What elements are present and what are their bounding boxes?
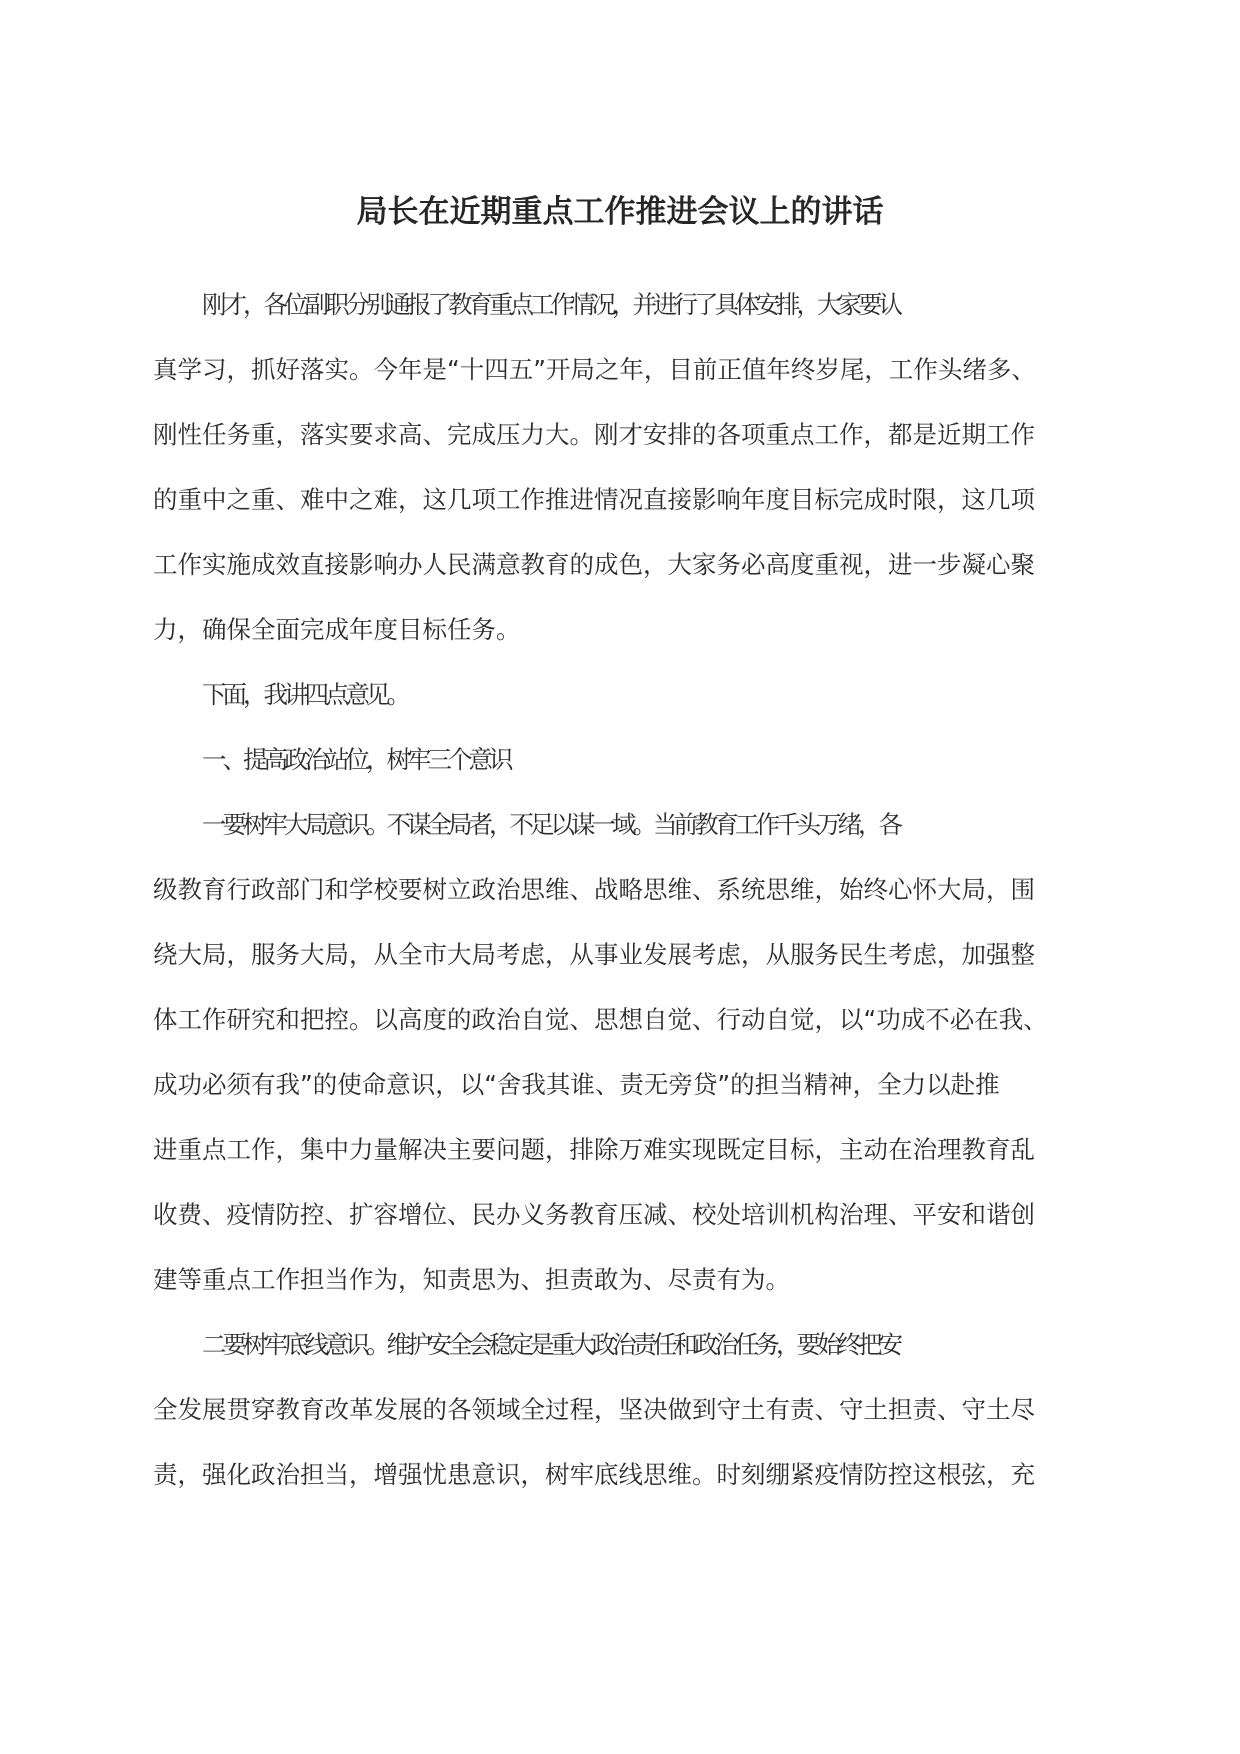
paragraph-bottom-line-awareness [153,1312,1073,1507]
text-line: 进重点工作，集中力量解决主要问题，排除万难实现既定目标，主动在治理教育乱 [153,1135,1035,1164]
text-line: 责，强化政治担当，增强忧患意识，树牢底线思维。时刻绷紧疫情防控这根弦，充 [153,1460,1035,1489]
text-line: 下面，我讲四点意见。 [202,680,407,709]
text-line: 的重中之重、难中之难，这几项工作推进情况直接影响年度目标完成时限，这几项 [153,485,1035,514]
text-line: 真学习，抓好落实。今年是“十四五”开局之年，目前正值年终岁尾，工作头绪多、 [153,355,1036,384]
text-line: 体工作研究和把控。以高度的政治自觉、思想自觉、行动自觉，以“功成不必在我、 [153,1005,1048,1034]
paragraph-big-picture-awareness [153,792,1073,1312]
text-line: 全发展贯穿教育改革发展的各领域全过程，坚决做到守土有责、守土担责、守土尽 [153,1395,1035,1424]
document-body [153,272,1073,1507]
text-line: 级教育行政部门和学校要树立政治思维、战略思维、系统思维，始终心怀大局，围 [153,875,1035,904]
paragraph-transition [153,662,1073,727]
text-line: 建等重点工作担当作为，知责思为、担责敢为、尽责有为。 [153,1265,790,1294]
text-line: 一、提高政治站位，树牢三个意识 [202,745,510,774]
text-line: 绕大局，服务大局，从全市大局考虑，从事业发展考虑，从服务民生考虑，加强整 [153,940,1035,969]
section-heading-one [153,727,1073,792]
text-line: 工作实施成效直接影响办人民满意教育的成色，大家务必高度重视，进一步凝心聚 [153,550,1035,579]
text-line: 力，确保全面完成年度目标任务。 [153,615,521,644]
text-line: 一要树牢大局意识。不谋全局者，不足以谋一域。当前教育工作千头万绪，各 [202,810,899,839]
text-line: 成功必须有我”的使命意识，以“舍我其谁、责无旁贷”的担当精神，全力以赴推 [153,1070,1000,1099]
paragraph-opening [153,272,1073,662]
text-line: 刚性任务重，落实要求高、完成压力大。刚才安排的各项重点工作，都是近期工作 [153,420,1035,449]
document-title: 局长在近期重点工作推进会议上的讲话 [356,194,884,230]
text-line: 收费、疫情防控、扩容增位、民办义务教育压减、校处培训机构治理、平安和谐创 [153,1200,1035,1229]
text-line: 二要树牢底线意识。维护安全会稳定是重大政治责任和政治任务，要始终把安 [202,1330,899,1359]
text-line: 刚才，各位副职分别通报了教育重点工作情况，并进行了具体安排，大家要认 [202,290,899,319]
